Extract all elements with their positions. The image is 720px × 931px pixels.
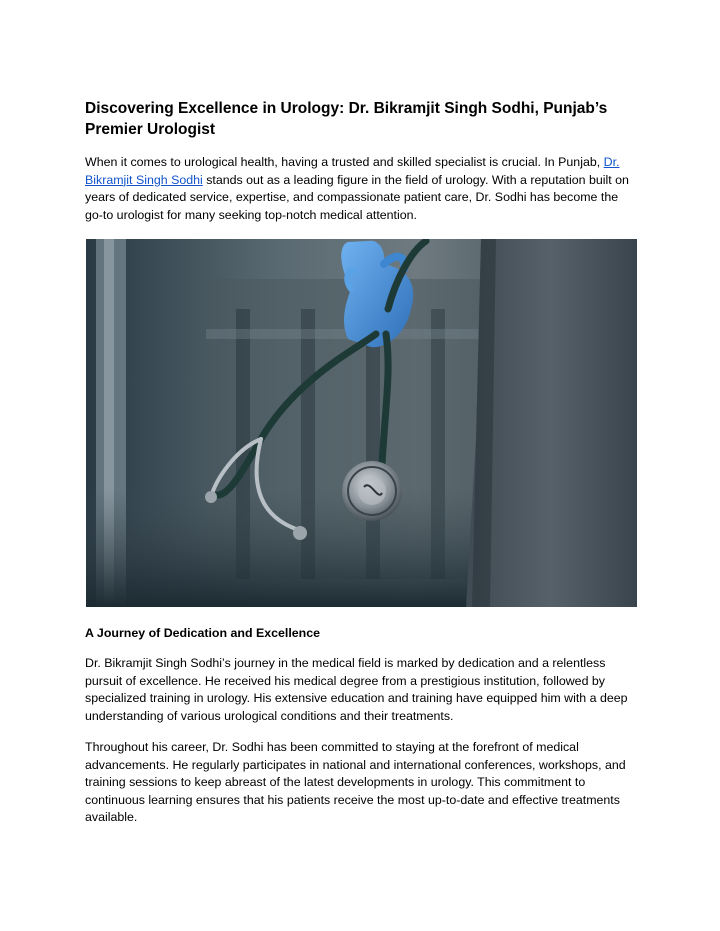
doctor-profile-link[interactable]: Dr. Bikramjit Singh Sodhi — [85, 155, 620, 187]
stethoscope-photo — [86, 239, 637, 607]
intro-text-end: stands out as a leading figure in the field of urology. With a reputation built on years of dedicated service, expertise, and compassionate patient care, Dr. Sodhi has become the go-to urologist for many seeking top-notch medical attention. — [85, 172, 629, 222]
intro-text-start: When it comes to urological health, having a trusted and skilled specialist is crucial. In Punjab, — [85, 155, 604, 169]
article-title: Discovering Excellence in Urology: Dr. Bikramjit Singh Sodhi, Punjab’s Premier Urologist — [85, 100, 608, 138]
career-paragraph: Throughout his career, Dr. Sodhi has been committed to staying at the forefront of medical advancements. He regularly participates in national and international conferences, workshops, and training sessions to keep abreast of the latest developments in urology. This commitment to continuous learning ensures that his patients receive the most up-to-date and effective treatments available. — [85, 740, 626, 824]
section-heading: A Journey of Dedication and Excellence — [85, 626, 321, 640]
journey-paragraph: Dr. Bikramjit Singh Sodhi’s journey in the medical field is marked by dedication and a relentless pursuit of excellence. He received his medical degree from a prestigious institution, followed by specialized training in urology. His extensive education and training have equipped him with a deep understanding of various urological conditions and their treatments. — [85, 656, 628, 723]
intro-paragraph — [85, 154, 637, 224]
